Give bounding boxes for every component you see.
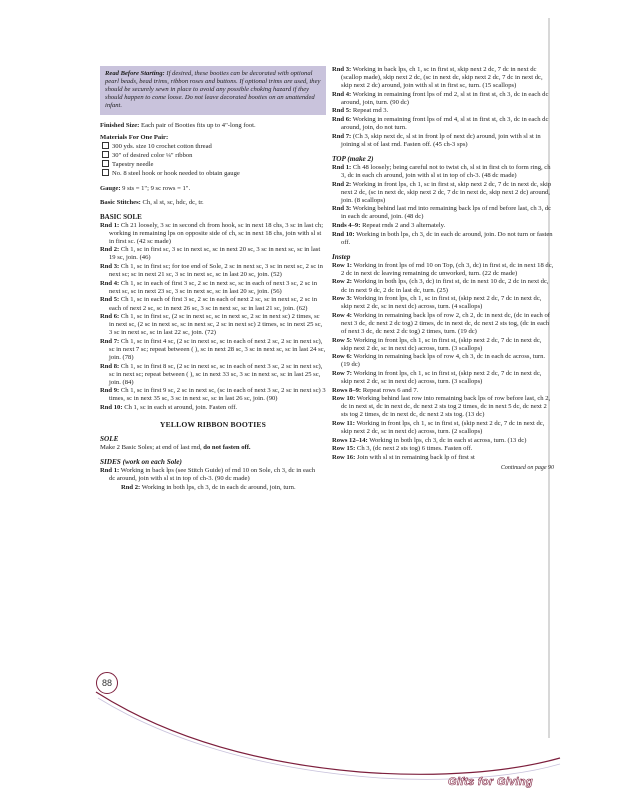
row-label: Row 5:: [332, 336, 352, 344]
row-label: Rnd 3:: [332, 205, 352, 213]
row-text: Repeat rows 6 and 7.: [362, 386, 419, 394]
instruction-row: [100, 263, 326, 279]
instruction-row: [332, 454, 554, 462]
row-label: Row 10:: [332, 395, 356, 403]
row-text: Ch 48 loosely; being careful not to twist ch, sl st in first ch to form ring, ch 3, dc in each ch around, join with sl st in top of ch-3. (48 dc made): [341, 163, 551, 179]
row-text: Working in back lps (see Stitch Guide) of rnd 10 on Sole, ch 3, dc in each dc around, join with sl st in top of ch-3. (90 dc made): [109, 467, 316, 483]
instruction-row: [100, 222, 326, 246]
read-before-label: Read Before Starting:: [105, 70, 165, 77]
gauge: [100, 185, 326, 193]
sides-rows: [100, 467, 326, 492]
row-label: Rnd 7:: [332, 132, 352, 140]
row-text: Working in front lps, ch 1, sc in first st, (skip next 2 dc, 7 dc in next dc, skip next 2 dc, sc in next dc) across, turn. (3 scallops): [341, 369, 542, 385]
row-text: Working in back lps, ch 1, sc in first st, skip next 2 dc, 7 dc in next dc (scallop made), skip next 2 dc, (sc in next dc, skip next 2 dc, 7 dc in next dc, skip next 2 dc) around, join with sl st in first sc, turn. (15 scallops): [341, 66, 543, 90]
row-label: Row 11:: [332, 420, 355, 428]
page-number: 88: [96, 672, 118, 694]
sole-heading: SOLE: [100, 435, 119, 444]
instruction-row: [332, 222, 554, 230]
row-label: Rnd 4:: [332, 90, 352, 98]
row-text: Working in front lps, ch 1, sc in first st, (skip next 2 dc, 7 dc in next dc, skip next 2 dc, sc in next dc) across, turn. (3 scallops): [341, 336, 542, 352]
row-text: Working in remaining back lps of row 4, ch 3, dc in each dc across, turn. (19 dc): [341, 353, 546, 369]
instruction-row: [100, 363, 326, 387]
materials-item: [100, 169, 326, 178]
instruction-row: [332, 295, 554, 311]
instruction-row: [332, 181, 554, 205]
instruction-row: [100, 404, 326, 412]
instruction-row: [100, 467, 322, 483]
row-text: Ch 1, sc in each of first 3 sc, 2 sc in each of next 2 sc, sc in next sc, 2 sc in each of next 2 sc, sc in next 26 sc, 3 sc in next sc, sc in last 21 sc, join. (62): [109, 296, 318, 312]
row-label: Rows 12–14:: [332, 436, 368, 444]
materials-item: [100, 160, 326, 169]
instruction-row: [332, 278, 554, 294]
checkbox-icon: [102, 169, 109, 176]
continued-note: Continued on page 90: [500, 465, 554, 472]
row-label: Rnd 5:: [100, 296, 120, 304]
instruction-row: [332, 66, 554, 90]
row-text: Working in front lps of rnd 10 on Top, (ch 3, dc) in first st, dc in next 18 dc, 2 dc in next dc leaving remaining dc unworked, turn. (22 dc made): [341, 261, 554, 277]
materials-item-text: 30" of desired color ¼" ribbon: [112, 152, 193, 160]
left-column: [100, 66, 326, 493]
gauge-label: Gauge:: [100, 184, 121, 192]
top-heading: TOP (make 2): [332, 154, 374, 163]
row-text: Ch 21 loosely, 3 sc in second ch from hook, sc in next 18 chs, 3 sc in last ch; working in remaining lps on opposite side of ch, sc in next 18 chs, join with sl st in first sc. (42 sc made): [109, 221, 324, 245]
row-text: Working in both lps, ch 3, dc in each dc around, join, turn.: [141, 483, 296, 491]
finished-size: [100, 122, 326, 130]
row-text: Working behind last rnd into remaining back lps of rnd before last, ch 3, dc in each dc around, join. (48 dc): [341, 205, 552, 221]
instruction-row: [332, 133, 554, 149]
sides-heading: SIDES (work on each Sole): [100, 458, 182, 467]
row-label: Rnd 6:: [100, 313, 120, 321]
instruction-row: [332, 353, 554, 369]
instruction-row: [332, 91, 554, 107]
sole-text: [100, 444, 326, 452]
instruction-row: [100, 484, 322, 492]
row-text: Working in remaining front lps of rnd 2, sl st in first st, ch 3, dc in each dc around, join, turn. (90 dc): [341, 90, 549, 106]
instruction-row: [332, 205, 554, 221]
sole-text-emphasis: do not fasten off.: [203, 444, 251, 452]
row-label: Row 16:: [332, 453, 356, 461]
row-label: Rnd 1:: [100, 467, 120, 475]
row-text: Ch 1, sc in each of first 3 sc, 2 sc in next sc, sc in each of next 3 sc, 2 sc in next sc, sc in next 23 sc, 3 sc in next sc, sc in last 20 sc, join. (56): [109, 279, 318, 295]
row-label: Row 3:: [332, 295, 352, 303]
materials-item: [100, 142, 326, 151]
instruction-row: [332, 387, 554, 395]
instruction-row: [332, 164, 554, 180]
instruction-row: [332, 437, 554, 445]
instruction-row: [332, 231, 554, 247]
row-text: Ch 1, sc in first sc, (2 sc in next sc, sc in next sc, 2 sc in next sc) 2 times, sc in next sc, (2 sc in next sc, sc in next sc, 2 sc in next sc) 2 times, sc in next 25 sc, 3 sc in next sc, sc in last 22 sc, join. (72): [109, 313, 323, 337]
row-label: Rnd 5:: [332, 107, 352, 115]
finished-size-text: Each pair of Booties fits up to 4"-long foot.: [141, 122, 256, 130]
instruction-row: [332, 395, 554, 419]
row-label: Rows 8–9:: [332, 386, 362, 394]
row-text: Working in both lps, ch 3, dc in each dc around, join. Do not turn or fasten off.: [341, 230, 553, 246]
instruction-row: [100, 296, 326, 312]
sole-text-main: Make 2 Basic Soles; at end of last rnd,: [100, 444, 202, 452]
row-text: Ch 3, (dc next 2 sts tog) 6 times. Fasten off.: [356, 445, 473, 453]
row-label: Rnd 4:: [100, 279, 120, 287]
row-label: Rnd 9:: [100, 387, 120, 395]
materials: [100, 134, 326, 178]
row-text: (Ch 3, skip next dc, sl st in front lp of next dc) around, join with sl st in joining sl st of last rnd. Fasten off. (45 ch-3 sps): [341, 132, 541, 148]
row-label: Row 6:: [332, 353, 352, 361]
row-label: Rnd 3:: [332, 66, 352, 73]
finished-size-label: Finished Size:: [100, 122, 140, 130]
row-text: Working in remaining back lps of row 2, ch 2, dc in next dc, (dc in each of next 3 dc, dc next 2 dc tog) 2 times, dc in next dc, dc next 2 sts tog, (dc in each of next 3 dc, dc next 2 dc tog) 2 times, turn. (19 dc): [341, 311, 550, 335]
yellow-ribbon-booties-title: YELLOW RIBBON BOOTIES: [159, 420, 267, 430]
row-label: Rnd 2:: [100, 246, 120, 254]
footer-curve-line: [96, 692, 560, 774]
row-label: Rnd 10:: [100, 404, 123, 412]
instruction-row: [332, 445, 554, 453]
instruction-row: [332, 107, 554, 115]
basic-stitches-label: Basic Stitches:: [100, 198, 141, 206]
row-label: Row 7:: [332, 369, 352, 377]
instruction-row: [332, 370, 554, 386]
row-label: Rnd 7:: [100, 337, 120, 345]
gauge-text: 9 sts = 1"; 9 sc rows = 1".: [122, 184, 191, 192]
row-text: Ch 1, sc in first sc; for toe end of Sole, 2 sc in next sc, 3 sc in next sc, 2 sc in next sc; sc in next 21 sc, 3 sc in next sc, sc in last 20 sc, join. (52): [109, 263, 323, 279]
footer-curve-line-light: [98, 698, 560, 779]
row-label: Rnd 3:: [100, 263, 120, 271]
instruction-row: [100, 246, 326, 262]
row-text: Working in remaining front lps of rnd 4, sl st in first st, ch 3, dc in each dc around, join, do not turn.: [341, 116, 549, 132]
checkbox-icon: [102, 142, 109, 149]
row-label: Row 1:: [332, 261, 352, 269]
row-text: Ch 1, sc in each st around, join. Fasten off.: [124, 404, 238, 412]
row-label: Row 2:: [332, 278, 352, 286]
materials-item-text: Tapestry needle: [112, 161, 154, 169]
row-text: Ch 1, sc in first 9 sc, 2 sc in next sc, (sc in each of next 3 sc, 2 sc in next sc) 3 times, sc in next 35 sc, 3 sc in next sc, sc in last 26 sc, join. (90): [109, 387, 326, 403]
materials-item-text: No. 8 steel hook or hook needed to obtain gauge: [112, 170, 240, 178]
row-label: Rnd 6:: [332, 116, 352, 124]
materials-label: Materials For One Pair:: [100, 134, 169, 142]
basic-sole-rows: [100, 222, 326, 412]
checkbox-icon: [102, 160, 109, 167]
row-label: Rnd 1:: [100, 221, 120, 229]
row-label: Rnd 2:: [332, 180, 352, 188]
row-label: Rnd 10:: [332, 230, 355, 238]
row-text: Repeat rnds 2 and 3 alternately.: [362, 222, 446, 229]
row-label: Rnds 4–9:: [332, 222, 361, 229]
row-text: Ch 1, sc in first 4 sc, (2 sc in next sc, sc in each of next 2 sc, 2 sc in next sc), sc in next 7 sc; repeat between ( ), sc in next 28 sc, 3 sc in next sc, sc in last 24 sc, join. (78): [109, 337, 326, 361]
instep-rows: [332, 262, 554, 462]
instruction-row: [332, 262, 554, 278]
instep-heading: Instep: [332, 252, 351, 261]
basic-sole-heading: BASIC SOLE: [100, 212, 142, 221]
instruction-row: [332, 116, 554, 132]
materials-item-text: 300 yds. size 10 crochet cotton thread: [112, 143, 212, 151]
row-text: Working in front lps, ch 1, sc in first st, (skip next 2 dc, 7 dc in next dc, skip next 2 dc, sc in next dc) across, turn. (4 scallops): [341, 295, 542, 311]
instruction-row: [100, 313, 326, 337]
materials-item: [100, 151, 326, 160]
sides-continued-rows: [332, 66, 554, 149]
instruction-row: [100, 338, 326, 362]
row-text: Ch 1, sc in first 8 sc, (2 sc in next sc, sc in each of next 3 sc, 2 sc in next sc), sc in next sc; repeat between ( ), sc in next 33 sc, 3 sc in next sc, sc in last 25 sc, join. (84): [109, 362, 323, 386]
row-label: Row 4:: [332, 311, 352, 319]
row-label: Row 15:: [332, 445, 356, 453]
section-footer-title: Gifts for Giving: [448, 776, 533, 788]
read-before-text: If desired, these booties can be decorated with optional pearl beads, bead trims, ribbon roses and buttons. If optional trims are used, they should be securely sewn in place to avoid any possible choking hazard if they should happen to come loose. Do not leave decorated booties on an unattended infant.: [105, 70, 321, 110]
instruction-row: [100, 387, 326, 403]
top-rows: [332, 164, 554, 247]
row-text: Working in both lps, (ch 3, dc) in first st, dc in next 10 dc, 2 dc in next dc, dc in next 9 dc, 2 dc in last dc, turn. (25): [341, 278, 549, 294]
instruction-row: [100, 280, 326, 296]
row-text: Working in front lps, ch 1, sc in first st, skip next 2 dc, 7 dc in next dc, skip next 2 dc, (sc in next dc, skip next 2 dc, 7 dc in next dc, skip next 2 dc) around, join. (8 scallops): [341, 180, 552, 204]
instruction-row: [332, 312, 554, 336]
row-text: Ch 1, sc in first sc, 3 sc in next sc, sc in next 20 sc, 3 sc in next sc, sc in last 19 sc, join. (46): [109, 246, 321, 262]
row-text: Working behind last row into remaining back lps of row before last, ch 2, dc in next st, dc in next dc, dc next 2 sts tog 2 times, dc in next 5 dc, dc next 2 sts tog 2 times, dc in next dc, dc next 2 sts tog. (13 dc): [341, 395, 551, 419]
row-label: Rnd 2:: [121, 483, 141, 491]
row-text: Repeat rnd 3.: [352, 107, 389, 115]
read-before-starting-box: [100, 66, 326, 115]
row-label: Rnd 1:: [332, 163, 352, 171]
row-label: Rnd 8:: [100, 362, 120, 370]
row-text: Working in front lps, ch 1, sc in first st, (skip next 2 dc, 7 dc in next dc, skip next 2 dc, sc in next dc) across, turn. (2 scallops): [341, 420, 545, 436]
basic-stitches-text: Ch, sl st, sc, hdc, dc, tr.: [142, 198, 204, 206]
instruction-row: [332, 337, 554, 353]
instruction-row: [332, 420, 554, 436]
row-text: Working in both lps, ch 3, dc in each st across, turn. (13 dc): [369, 436, 527, 444]
right-column: [332, 66, 554, 472]
basic-stitches: [100, 199, 326, 207]
checkbox-icon: [102, 151, 109, 158]
row-text: Join with sl st in remaining back lp of first st: [356, 453, 475, 461]
